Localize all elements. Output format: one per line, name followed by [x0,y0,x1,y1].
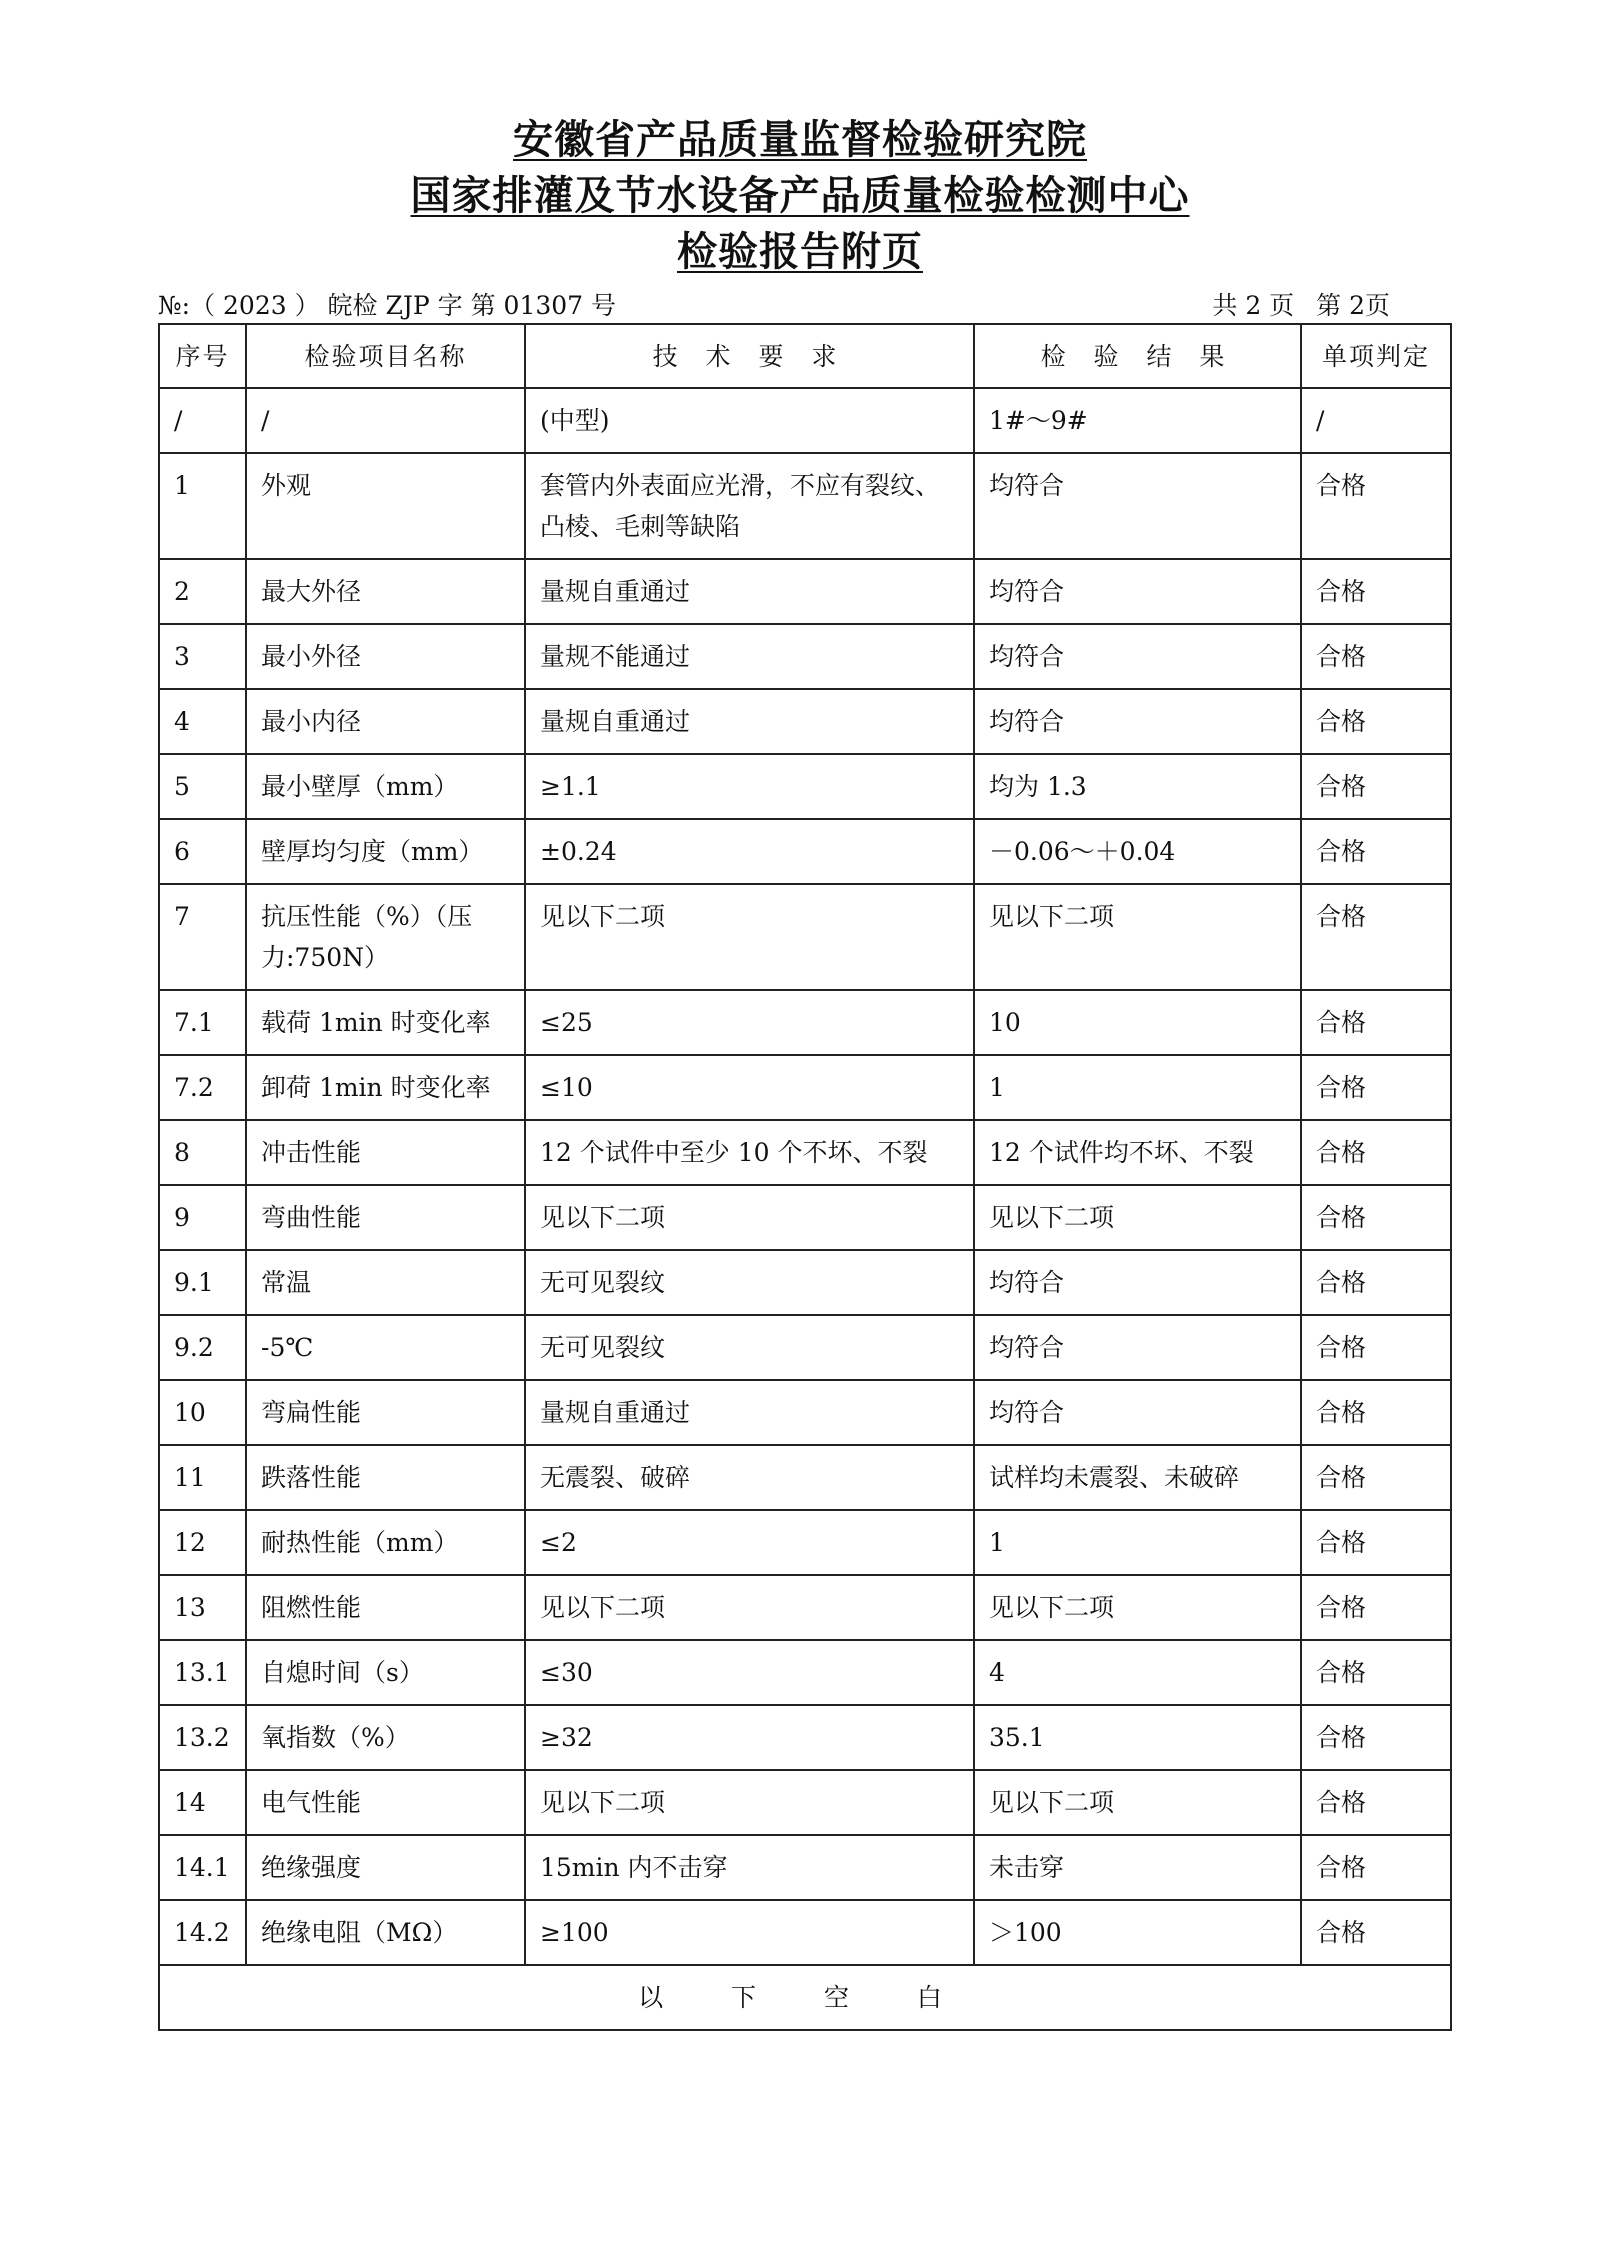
cell-verdict: 合格 [1301,1510,1451,1575]
cell-no: 9.2 [159,1315,246,1380]
cell-no: 7.1 [159,990,246,1055]
table-row [159,1185,1451,1250]
inspection-table [158,323,1452,2031]
col-header-item: 检验项目名称 [246,324,525,388]
table-body [159,388,1451,1965]
report-number: №:（ 2023 ） 皖检 ZJP 字 第 01307 号 [158,291,617,320]
cell-no: 13 [159,1575,246,1640]
cell-item: 壁厚均匀度（mm） [246,819,525,884]
table-row [159,754,1451,819]
table-row [159,1900,1451,1965]
cell-result: 见以下二项 [974,1185,1301,1250]
cell-verdict: 合格 [1301,1770,1451,1835]
cell-no: 12 [159,1510,246,1575]
cell-verdict: 合格 [1301,754,1451,819]
center-title: 国家排灌及节水设备产品质量检验检测中心 [410,173,1190,219]
cell-verdict: 合格 [1301,1445,1451,1510]
cell-item: 载荷 1min 时变化率 [246,990,525,1055]
table-row [159,388,1451,453]
cell-item: / [246,388,525,453]
cell-verdict: 合格 [1301,884,1451,990]
table-row [159,1575,1451,1640]
pages-total: 共 2 页 [1212,291,1295,320]
cell-result: 见以下二项 [974,1575,1301,1640]
cell-item: 最小内径 [246,689,525,754]
cell-result: 均符合 [974,1380,1301,1445]
cell-verdict: 合格 [1301,990,1451,1055]
cell-result: 均为 1.3 [974,754,1301,819]
table-row [159,1510,1451,1575]
institute-title: 安徽省产品质量监督检验研究院 [513,117,1087,163]
blank-below-note: 以 下 空 白 [159,1965,1451,2030]
table-row [159,624,1451,689]
table-row [159,1315,1451,1380]
cell-result: 均符合 [974,453,1301,559]
cell-no: 2 [159,559,246,624]
cell-requirement: 无可见裂纹 [525,1315,974,1380]
cell-requirement: 见以下二项 [525,1770,974,1835]
table-row [159,1705,1451,1770]
cell-verdict: 合格 [1301,1575,1451,1640]
cell-requirement: 量规自重通过 [525,559,974,624]
cell-item: 外观 [246,453,525,559]
cell-no: 1 [159,453,246,559]
table-row [159,1770,1451,1835]
cell-no: 9.1 [159,1250,246,1315]
cell-no: 6 [159,819,246,884]
col-header-result: 检 验 结 果 [974,324,1301,388]
table-row [159,819,1451,884]
report-meta [158,282,1450,322]
table-row [159,1250,1451,1315]
cell-requirement: ≤25 [525,990,974,1055]
cell-item: 绝缘电阻（MΩ） [246,1900,525,1965]
cell-verdict: 合格 [1301,1120,1451,1185]
cell-result: 均符合 [974,689,1301,754]
page-current: 第 2页 [1316,291,1390,320]
table-row [159,884,1451,990]
cell-requirement: 套管内外表面应光滑，不应有裂纹、凸棱、毛刺等缺陷 [525,453,974,559]
cell-item: 耐热性能（mm） [246,1510,525,1575]
col-header-verdict: 单项判定 [1301,324,1451,388]
cell-result: 1 [974,1055,1301,1120]
cell-no: 14.2 [159,1900,246,1965]
cell-requirement: 无震裂、破碎 [525,1445,974,1510]
cell-no: 5 [159,754,246,819]
cell-verdict: 合格 [1301,559,1451,624]
cell-result: ＞100 [974,1900,1301,1965]
cell-requirement: 12 个试件中至少 10 个不坏、不裂 [525,1120,974,1185]
cell-result: －0.06～＋0.04 [974,819,1301,884]
cell-no: 13.1 [159,1640,246,1705]
cell-no: 4 [159,689,246,754]
cell-no: 7 [159,884,246,990]
cell-no: 10 [159,1380,246,1445]
cell-verdict: 合格 [1301,1315,1451,1380]
cell-verdict: 合格 [1301,1380,1451,1445]
col-header-requirement: 技 术 要 求 [525,324,974,388]
cell-requirement: (中型) [525,388,974,453]
cell-no: 9 [159,1185,246,1250]
cell-result: 均符合 [974,559,1301,624]
cell-result: 未击穿 [974,1835,1301,1900]
cell-verdict: 合格 [1301,1055,1451,1120]
cell-result: 均符合 [974,1250,1301,1315]
cell-item: 最小壁厚（mm） [246,754,525,819]
cell-result: 试样均未震裂、未破碎 [974,1445,1301,1510]
cell-requirement: ≥1.1 [525,754,974,819]
cell-requirement: ≤2 [525,1510,974,1575]
cell-item: 氧指数（%） [246,1705,525,1770]
cell-verdict: 合格 [1301,453,1451,559]
cell-item: 电气性能 [246,1770,525,1835]
cell-no: 14 [159,1770,246,1835]
cell-no: 14.1 [159,1835,246,1900]
cell-verdict: / [1301,388,1451,453]
cell-item: 卸荷 1min 时变化率 [246,1055,525,1120]
cell-result: 均符合 [974,624,1301,689]
cell-result: 见以下二项 [974,1770,1301,1835]
table-row [159,689,1451,754]
cell-result: 4 [974,1640,1301,1705]
cell-verdict: 合格 [1301,1900,1451,1965]
cell-requirement: ≥32 [525,1705,974,1770]
cell-verdict: 合格 [1301,689,1451,754]
table-row [159,990,1451,1055]
table-row [159,1380,1451,1445]
cell-item: -5℃ [246,1315,525,1380]
cell-requirement: ≤10 [525,1055,974,1120]
cell-result: 1#～9# [974,388,1301,453]
cell-verdict: 合格 [1301,1250,1451,1315]
table-row [159,559,1451,624]
cell-item: 最小外径 [246,624,525,689]
cell-requirement: ±0.24 [525,819,974,884]
table-row [159,1640,1451,1705]
cell-verdict: 合格 [1301,1705,1451,1770]
page-title: 检验报告附页 [677,229,923,275]
cell-requirement: 见以下二项 [525,884,974,990]
cell-verdict: 合格 [1301,819,1451,884]
cell-item: 跌落性能 [246,1445,525,1510]
cell-result: 见以下二项 [974,884,1301,990]
cell-item: 绝缘强度 [246,1835,525,1900]
cell-item: 抗压性能（%）（压力:750N） [246,884,525,990]
report-titles [0,112,1600,280]
cell-requirement: 15min 内不击穿 [525,1835,974,1900]
cell-item: 阻燃性能 [246,1575,525,1640]
cell-result: 35.1 [974,1705,1301,1770]
cell-no: 7.2 [159,1055,246,1120]
table-row [159,453,1451,559]
cell-result: 1 [974,1510,1301,1575]
cell-requirement: 无可见裂纹 [525,1250,974,1315]
cell-result: 均符合 [974,1315,1301,1380]
cell-requirement: 量规自重通过 [525,1380,974,1445]
cell-verdict: 合格 [1301,1185,1451,1250]
col-header-no: 序号 [159,324,246,388]
cell-verdict: 合格 [1301,1640,1451,1705]
cell-requirement: 见以下二项 [525,1575,974,1640]
cell-item: 最大外径 [246,559,525,624]
page-counter [1198,286,1390,322]
table-end-row [159,1965,1451,2030]
cell-item: 弯扁性能 [246,1380,525,1445]
cell-result: 12 个试件均不坏、不裂 [974,1120,1301,1185]
table-header-row [159,324,1451,388]
cell-requirement: ≥100 [525,1900,974,1965]
cell-no: / [159,388,246,453]
cell-verdict: 合格 [1301,624,1451,689]
table-row [159,1445,1451,1510]
cell-no: 11 [159,1445,246,1510]
table-row [159,1120,1451,1185]
cell-item: 冲击性能 [246,1120,525,1185]
cell-item: 自熄时间（s） [246,1640,525,1705]
cell-no: 8 [159,1120,246,1185]
table-row [159,1835,1451,1900]
table-row [159,1055,1451,1120]
cell-item: 弯曲性能 [246,1185,525,1250]
cell-no: 13.2 [159,1705,246,1770]
cell-requirement: 见以下二项 [525,1185,974,1250]
cell-result: 10 [974,990,1301,1055]
cell-verdict: 合格 [1301,1835,1451,1900]
cell-no: 3 [159,624,246,689]
cell-requirement: ≤30 [525,1640,974,1705]
cell-requirement: 量规自重通过 [525,689,974,754]
cell-requirement: 量规不能通过 [525,624,974,689]
cell-item: 常温 [246,1250,525,1315]
